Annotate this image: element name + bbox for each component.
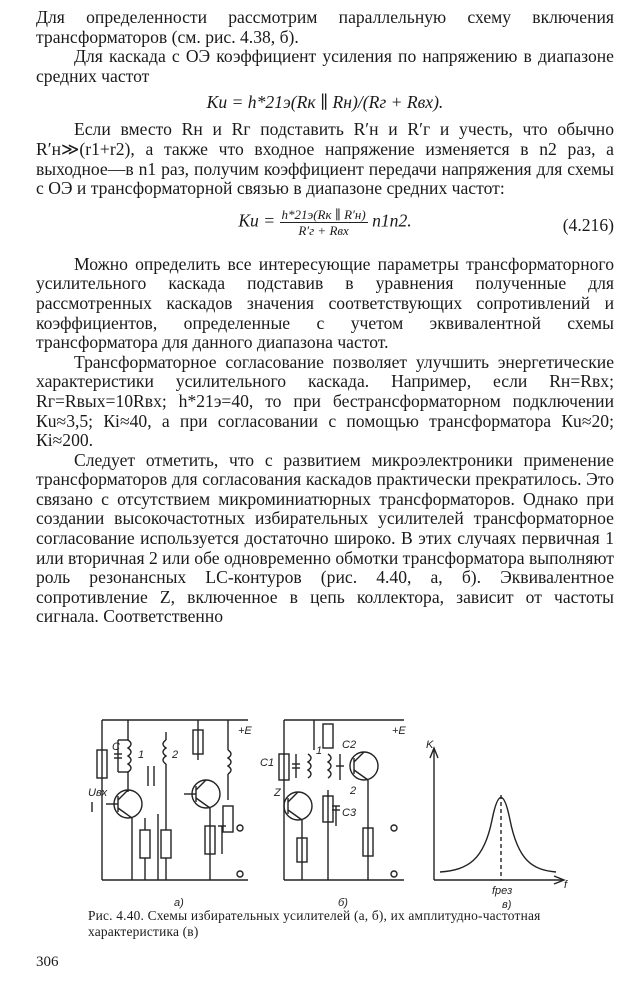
equation-number: (4.216) — [562, 214, 614, 235]
label-2a: 2 — [172, 749, 179, 761]
equation-4-216-rhs: n1n2. — [372, 210, 412, 231]
paragraph-5: Трансформаторное согласование позволяет улучшить энергетические характеристики усилительного каскада. Например, если Rн=Rвх; Rг=Rвых=10Rвх; h*21э=40, то при бестрансформаторном подключении Кu≈3,5; Кi≈40, а при согласовании с помощью трансформатора Кu≈20; Кi≈200. — [36, 351, 614, 451]
label-fres: fрез — [492, 885, 513, 897]
equation-4-216-lhs: Кu = — [238, 210, 276, 231]
label-z: Z — [274, 787, 281, 799]
page-number: 306 — [36, 954, 59, 970]
equation-4-216 — [36, 199, 614, 255]
figure-4-40 — [88, 710, 608, 910]
page-body — [36, 8, 614, 627]
frequency-response — [430, 748, 564, 884]
sublabel-b: б) — [338, 897, 348, 909]
label-k: K — [426, 739, 434, 751]
paragraph-1: Для определенности рассмотрим параллельную схему включения трансформаторов (см. рис. 4.38, б). — [36, 7, 614, 47]
label-e2: +E — [392, 725, 406, 737]
label-c: C — [112, 741, 120, 753]
label-vin: Uвх — [88, 787, 108, 799]
equation-4-216-fraction — [280, 207, 368, 238]
paragraph-4: Можно определить все интересующие параметры трансформаторного усилительного каскада подставив в уравнения полученные для рассмотренных каскадов значения соответствующих сопротивлений и коэффициентов, определенные с учетом эквивалентной схемы трансформатора для данного диапазона частот. — [36, 253, 614, 353]
label-c3: C3 — [342, 807, 357, 819]
paragraph-2: Для каскада с ОЭ коэффициент усиления по напряжению в диапазоне средних частот — [36, 46, 614, 86]
label-1b: 1 — [316, 745, 323, 757]
label-1a: 1 — [138, 749, 145, 761]
paragraph-3: Если вместо Rн и Rг подставить R′н и R′г и учесть, что обычно R′н≫(r1+r2), а также что входное напряжение изменяется в n2 раз, а выходное—в n1 раз, получим коэффициент передачи напряжения для схемы с ОЭ и трансформаторной связью в диапазоне средних частот: — [36, 119, 614, 199]
label-c1: C1 — [260, 757, 275, 769]
equation-4-216-numerator: h*21э(Rк ∥ R′н) — [281, 206, 366, 222]
figure-4-40-drawing — [88, 710, 608, 910]
sublabel-c: в) — [502, 899, 512, 910]
figure-caption: Рис. 4.40. Схемы избирательных усилителей (а, б), их амплитудно-частотная характеристика (в) — [88, 908, 541, 939]
equation-ku-oe — [36, 86, 614, 120]
equation-4-216-denominator: R′г + Rвх — [298, 222, 349, 238]
paragraph-6: Следует отметить, что с развитием микроэлектроники применение трансформаторов для согласования каскадов практически прекратилось. Это связано с отсутствием микроминиатюрных трансформаторов. Однако при создании высокочастотных избирательных усилителей трансформаторное согласование используется достаточно широко. В этих случаях первичная 1 или вторичная 2 или обе одновременно обмотки трансформатора выполняют роль резонансных LC-контуров (рис. 4.40, а, б). Эквивалентное сопротивление Z, включенное в цепь коллектора, зависит от частоты сигнала. Соответственно — [36, 449, 614, 627]
label-f: f — [564, 879, 568, 891]
sublabel-a: а) — [174, 897, 184, 909]
label-e1: +E — [238, 725, 252, 737]
label-2b: 2 — [350, 785, 357, 797]
equation-ku-oe-text: Кu = h*21э(Rк ∥ Rн)/(Rг + Rвх). — [206, 92, 444, 113]
label-c2: C2 — [342, 739, 357, 751]
